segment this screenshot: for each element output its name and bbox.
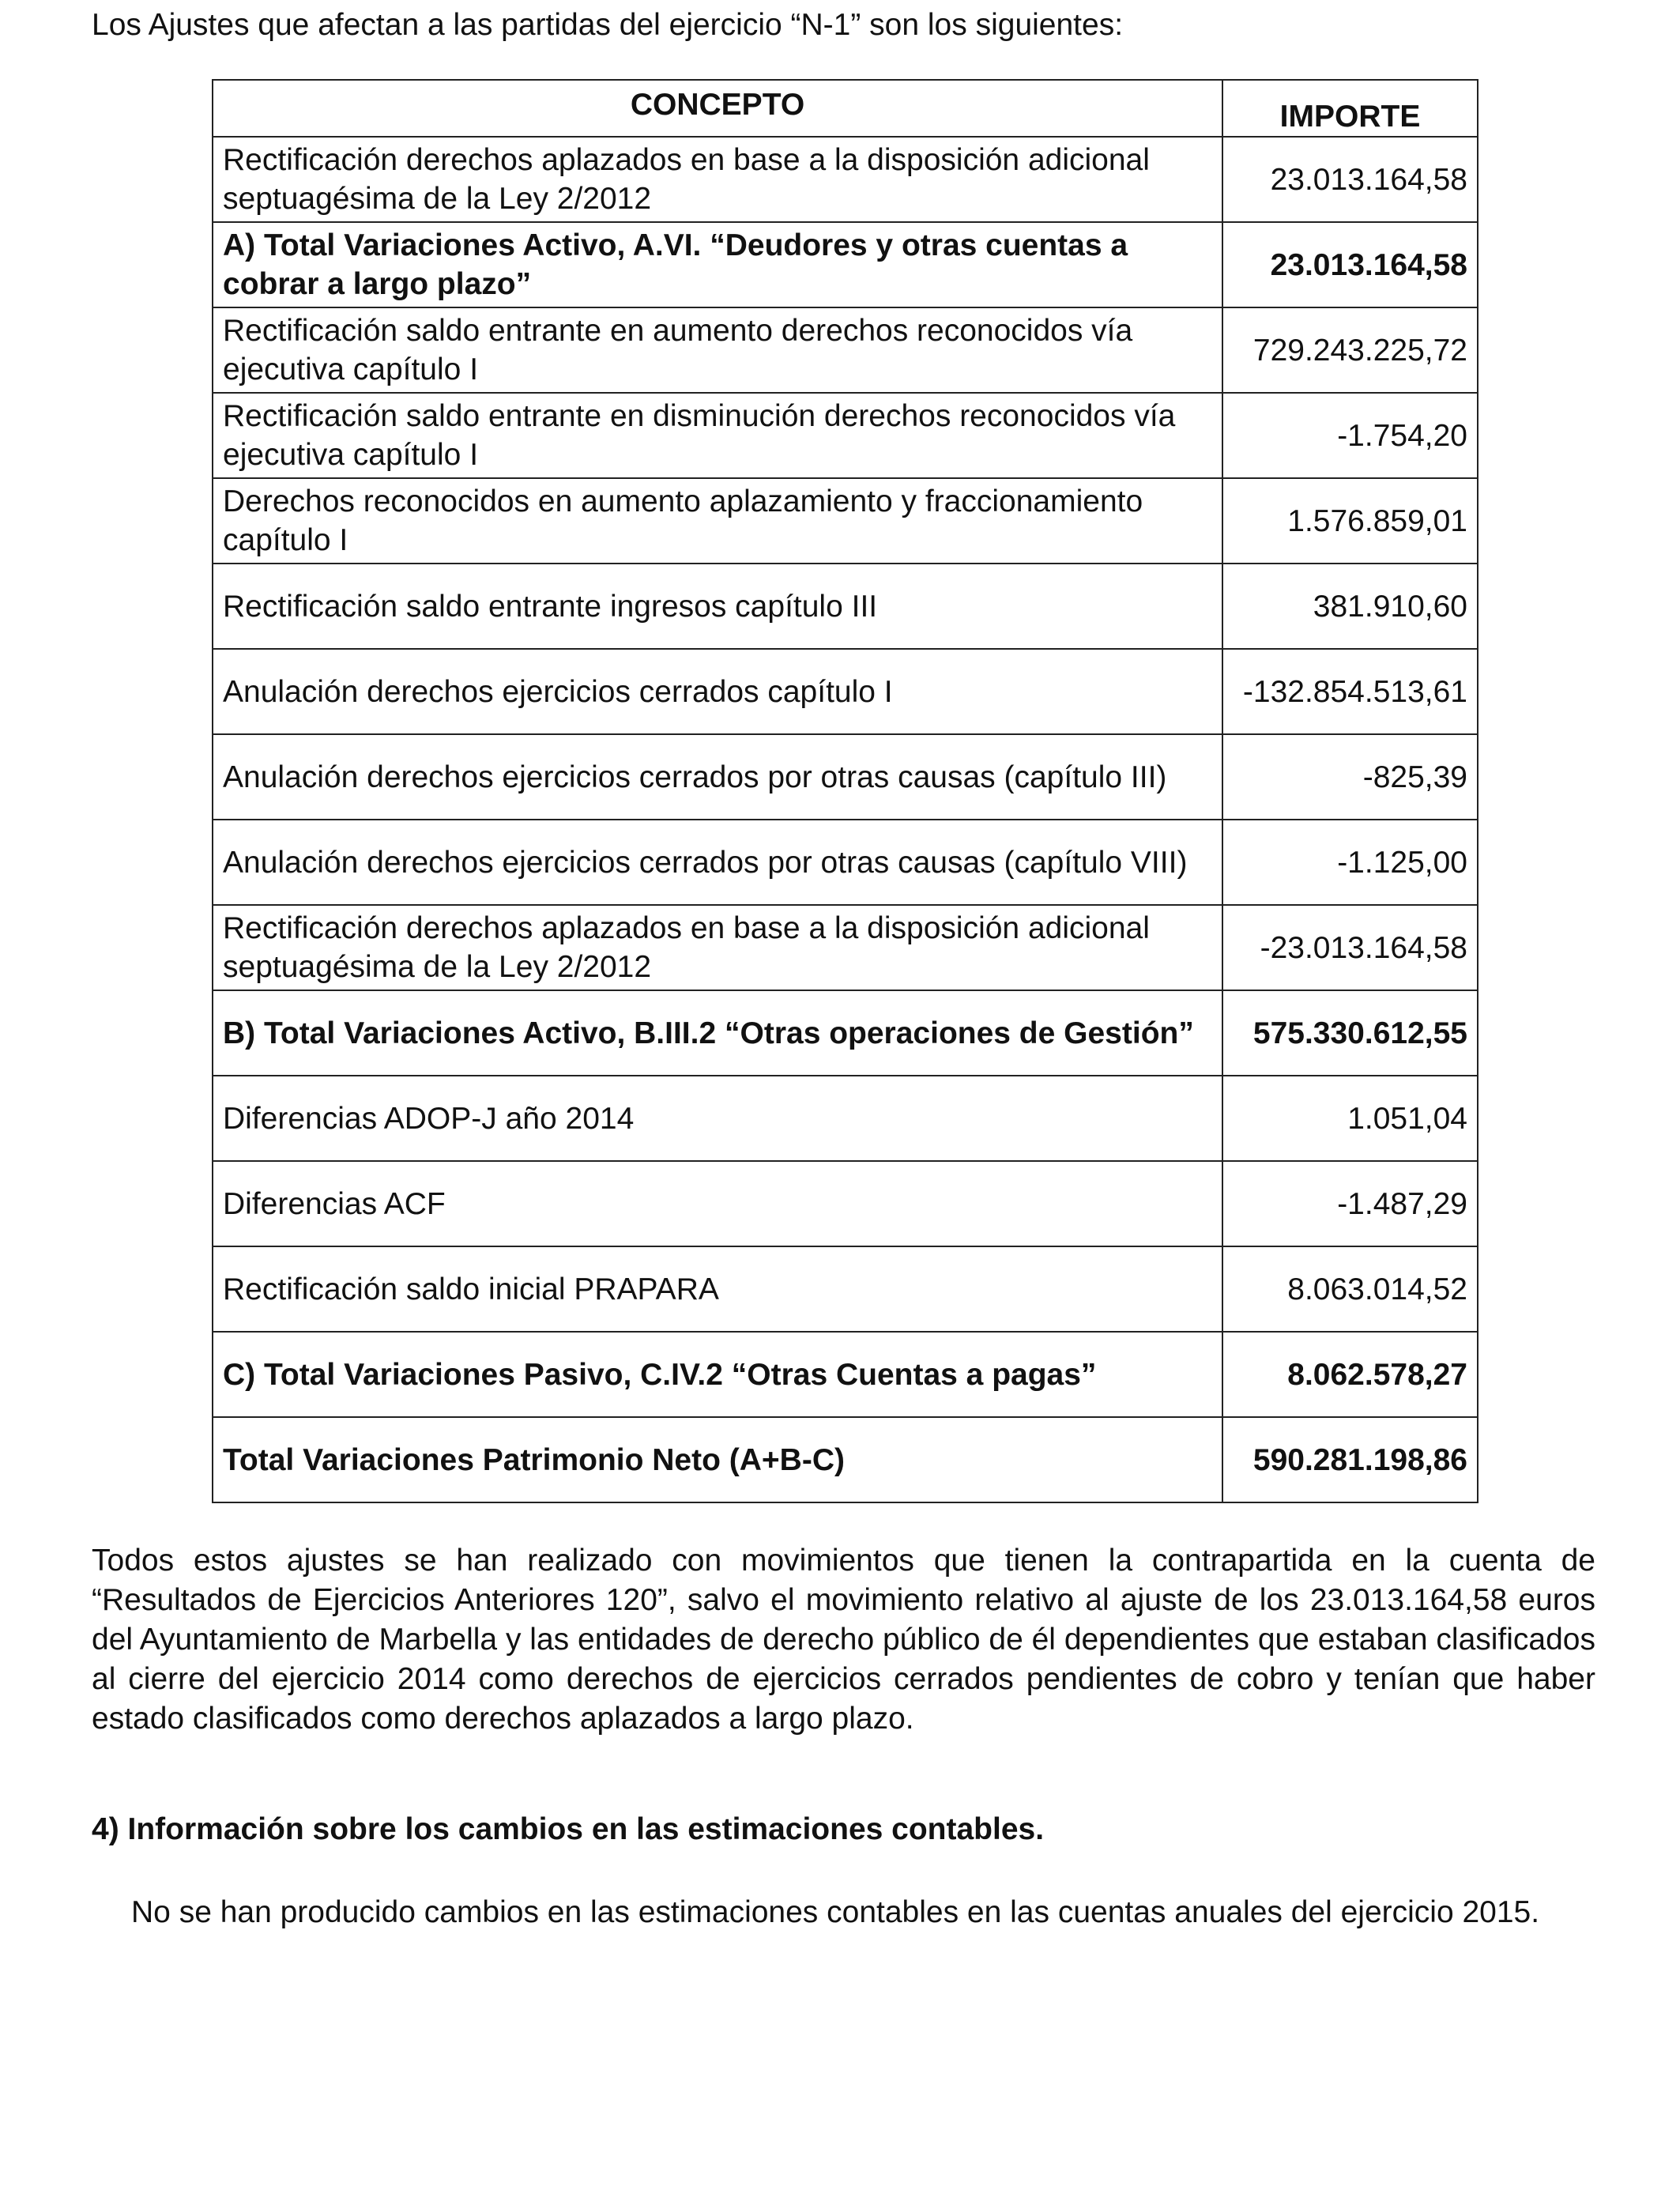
concepto-cell: Anulación derechos ejercicios cerrados por otras causas (capítulo III) (213, 734, 1222, 820)
importe-cell: -1.754,20 (1222, 393, 1478, 478)
table-row (213, 820, 1478, 905)
importe-cell: 8.062.578,27 (1222, 1332, 1478, 1417)
concepto-cell: Rectificación derechos aplazados en base a la disposición adicional septuagésima de la Ley 2/2012 (213, 137, 1222, 222)
table-header-row (213, 80, 1478, 137)
importe-cell: 23.013.164,58 (1222, 137, 1478, 222)
concepto-cell: Anulación derechos ejercicios cerrados capítulo I (213, 649, 1222, 734)
table-row (213, 1161, 1478, 1246)
table-total-row (213, 1417, 1478, 1502)
concepto-cell: Rectificación derechos aplazados en base a la disposición adicional septuagésima de la Ley 2/2012 (213, 905, 1222, 990)
importe-cell: 1.576.859,01 (1222, 478, 1478, 564)
adjustments-table (212, 79, 1478, 1503)
table-row (213, 393, 1478, 478)
concepto-cell: Rectificación saldo entrante ingresos capítulo III (213, 564, 1222, 649)
concepto-cell: B) Total Variaciones Activo, B.III.2 “Otras operaciones de Gestión” (213, 990, 1222, 1076)
concepto-cell: Diferencias ADOP-J año 2014 (213, 1076, 1222, 1161)
importe-cell: -132.854.513,61 (1222, 649, 1478, 734)
concepto-cell: Rectificación saldo entrante en aumento derechos reconocidos vía ejecutiva capítulo I (213, 307, 1222, 393)
table-row (213, 307, 1478, 393)
importe-cell: 8.063.014,52 (1222, 1246, 1478, 1332)
importe-cell: -1.487,29 (1222, 1161, 1478, 1246)
table-row (213, 649, 1478, 734)
concepto-cell: Rectificación saldo inicial PRAPARA (213, 1246, 1222, 1332)
table-total-row (213, 222, 1478, 307)
importe-cell: -23.013.164,58 (1222, 905, 1478, 990)
header-concepto: CONCEPTO (213, 80, 1222, 137)
concepto-cell: Diferencias ACF (213, 1161, 1222, 1246)
table-total-row (213, 990, 1478, 1076)
concepto-cell: Total Variaciones Patrimonio Neto (A+B-C) (213, 1417, 1222, 1502)
concepto-cell: Rectificación saldo entrante en disminución derechos reconocidos vía ejecutiva capítulo I (213, 393, 1222, 478)
table-row (213, 1076, 1478, 1161)
importe-cell: 729.243.225,72 (1222, 307, 1478, 393)
importe-cell: 23.013.164,58 (1222, 222, 1478, 307)
importe-cell: -825,39 (1222, 734, 1478, 820)
importe-cell: 575.330.612,55 (1222, 990, 1478, 1076)
table-row (213, 905, 1478, 990)
table-row (213, 734, 1478, 820)
table-row (213, 137, 1478, 222)
importe-cell: 1.051,04 (1222, 1076, 1478, 1161)
section-heading: 4) Información sobre los cambios en las estimaciones contables. (92, 1812, 1045, 1846)
importe-cell: -1.125,00 (1222, 820, 1478, 905)
importe-cell: 590.281.198,86 (1222, 1417, 1478, 1502)
importe-cell: 381.910,60 (1222, 564, 1478, 649)
table-row (213, 1246, 1478, 1332)
concepto-cell: A) Total Variaciones Activo, A.VI. “Deudores y otras cuentas a cobrar a largo plazo” (213, 222, 1222, 307)
concepto-cell: C) Total Variaciones Pasivo, C.IV.2 “Otras Cuentas a pagas” (213, 1332, 1222, 1417)
explanation-paragraph: Todos estos ajustes se han realizado con movimientos que tienen la contrapartida en la cuenta de “Resultados de Ejercicios Anteriores 120”, salvo el movimiento relativo al ajuste de los 23.013.164,58 euros del Ayuntamiento de Marbella y las entidades de derecho público de él dependientes que estaban clasificados al cierre del ejercicio 2014 como derechos de ejercicios cerrados pendientes de cobro y tenían que haber estado clasificados como derechos aplazados a largo plazo. (92, 1544, 1595, 1736)
section-text: No se han producido cambios en las estimaciones contables en las cuentas anuales del ejercicio 2015. (131, 1895, 1540, 1929)
concepto-cell: Anulación derechos ejercicios cerrados por otras causas (capítulo VIII) (213, 820, 1222, 905)
concepto-cell: Derechos reconocidos en aumento aplazamiento y fraccionamiento capítulo I (213, 478, 1222, 564)
intro-text: Los Ajustes que afectan a las partidas del ejercicio “N-1” son los siguientes: (92, 8, 1124, 42)
table-total-row (213, 1332, 1478, 1417)
header-importe: IMPORTE (1222, 80, 1478, 137)
table-row (213, 478, 1478, 564)
table-row (213, 564, 1478, 649)
